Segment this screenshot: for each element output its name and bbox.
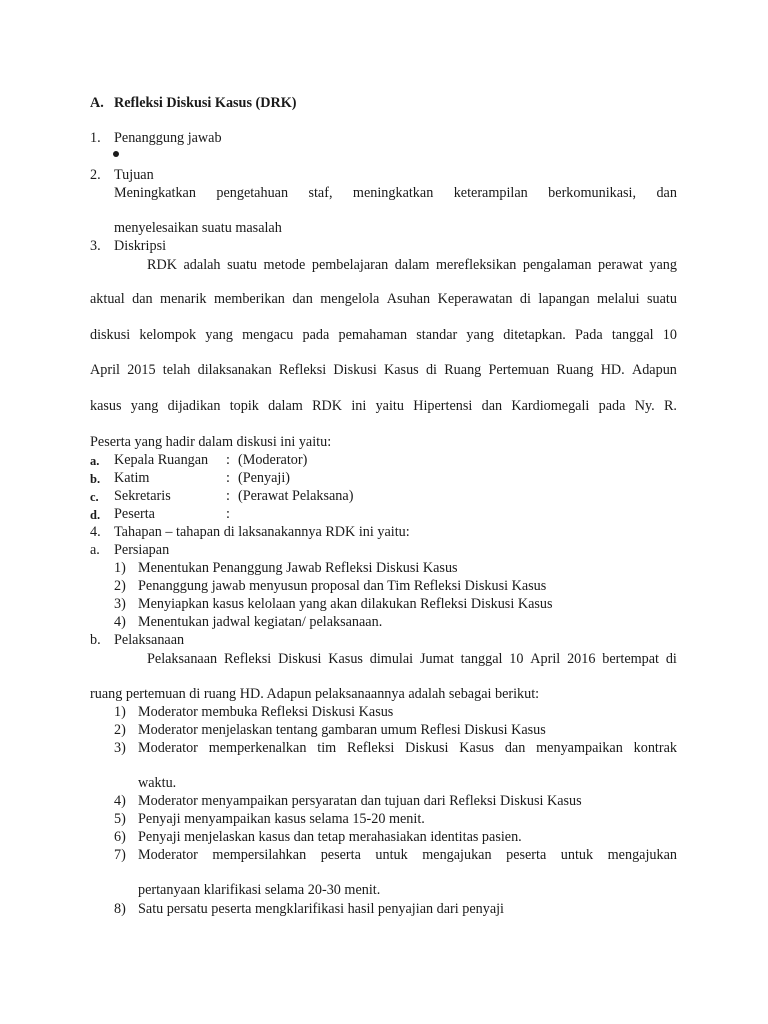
word: topik <box>229 398 259 414</box>
word: standar <box>416 327 458 343</box>
item3-label: Diskripsi <box>114 238 167 254</box>
pelaksanaan-step-number: 5) <box>114 811 126 827</box>
persiapan-marker: a. <box>90 542 100 558</box>
section-marker: A. <box>90 95 104 111</box>
pelaksanaan-step-number: 4) <box>114 793 126 809</box>
word: RDK <box>147 257 177 273</box>
word: pemahaman <box>338 327 408 343</box>
word: 2016 <box>567 651 596 667</box>
item3-paragraph-line4 <box>90 361 677 379</box>
word: metode <box>263 257 306 273</box>
item2-number: 2. <box>90 167 101 183</box>
word: Ruang <box>444 362 482 378</box>
word: dijadikan <box>167 398 221 414</box>
item3-paragraph-line2 <box>90 290 677 308</box>
participant-separator: : <box>226 506 230 522</box>
word: aktual <box>90 291 125 307</box>
word: suatu <box>227 257 258 273</box>
word: Refleksi <box>223 651 272 667</box>
word: peserta <box>320 847 361 863</box>
pelaksanaan-step-number: 8) <box>114 901 126 917</box>
word: melalui <box>597 291 640 307</box>
word: Kasus <box>384 362 419 378</box>
word: Diskusi <box>333 362 377 378</box>
word: di <box>519 291 531 307</box>
persiapan-step-text: Menentukan jadwal kegiatan/ pelaksanaan. <box>138 614 383 630</box>
word: mengacu <box>242 327 294 343</box>
participant-marker: c. <box>90 490 99 504</box>
word: keterampilan <box>453 185 528 201</box>
word: pengetahuan <box>216 185 289 201</box>
word: pembelajaran <box>311 257 389 273</box>
word: Refleksi <box>278 362 327 378</box>
word: dalam <box>394 257 430 273</box>
pelaksanaan-step-text: Moderator membuka Refleksi Diskusi Kasus <box>138 704 394 720</box>
participant-description: (Penyaji) <box>238 470 291 486</box>
pelaksanaan-step-text <box>138 739 677 757</box>
word: untuk <box>375 847 408 863</box>
pelaksanaan-step-text: Moderator menjelaskan tentang gambaran umum Reflesi Diskusi Kasus <box>138 722 546 738</box>
word: memberikan <box>213 291 285 307</box>
word: dan <box>132 291 153 307</box>
word: April <box>530 651 561 667</box>
word: dilaksanakan <box>197 362 272 378</box>
word: tim <box>317 740 337 756</box>
item2-line2: menyelesaikan suatu masalah <box>114 220 282 236</box>
item1-number: 1. <box>90 130 101 146</box>
item3-paragraph-line3 <box>90 326 677 344</box>
word: April <box>90 362 120 378</box>
pelaksanaan-step-text: Moderator menyampaikan persyaratan dan tujuan dari Refleksi Diskusi Kasus <box>138 793 582 809</box>
word: Moderator <box>138 740 198 756</box>
word: dan <box>656 185 677 201</box>
word: yang <box>466 327 495 343</box>
participant-role: Peserta <box>114 506 155 522</box>
item3-paragraph-line5 <box>90 397 677 415</box>
word: ini <box>351 398 367 414</box>
item4-number: 4. <box>90 524 101 540</box>
word: dan <box>504 740 526 756</box>
persiapan-step-number: 1) <box>114 560 126 576</box>
word: Ny. <box>634 398 655 414</box>
word: menarik <box>160 291 207 307</box>
participant-separator: : <box>226 452 230 468</box>
persiapan-label: Persiapan <box>114 542 170 558</box>
word: berkomunikasi, <box>548 185 637 201</box>
persiapan-step-number: 3) <box>114 596 126 612</box>
word: Kasus <box>459 740 494 756</box>
word: di <box>425 362 437 378</box>
word: merefleksikan <box>436 257 517 273</box>
word: 10 <box>509 651 524 667</box>
word: yang <box>649 257 677 273</box>
item1-label: Penanggung jawab <box>114 130 222 146</box>
word: mengajukan <box>607 847 677 863</box>
pelaksanaan-step-text <box>138 846 677 864</box>
word: Hipertensi <box>413 398 473 414</box>
participant-description: (Moderator) <box>238 452 308 468</box>
section-title: Refleksi Diskusi Kasus (DRK) <box>114 95 297 111</box>
word: Meningkatkan <box>114 185 196 201</box>
word: Kasus <box>328 651 363 667</box>
pelaksanaan-step-text: Satu persatu peserta mengklarifikasi hasil penyajian dari penyaji <box>138 901 504 917</box>
persiapan-step-text: Penanggung jawab menyusun proposal dan Tim Refleksi Diskusi Kasus <box>138 578 547 594</box>
pelaksanaan-step-number: 3) <box>114 740 126 756</box>
word: Refleksi <box>347 740 395 756</box>
word: perawat <box>597 257 643 273</box>
word: Diskusi <box>405 740 449 756</box>
word: diskusi <box>90 327 131 343</box>
word: yaitu <box>375 398 404 414</box>
pelaksanaan-step-number: 1) <box>114 704 126 720</box>
word: Diskusi <box>278 651 322 667</box>
participant-role: Kepala Ruangan <box>114 452 209 468</box>
participant-marker: d. <box>90 508 101 522</box>
word: staf, <box>308 185 333 201</box>
item2-label: Tujuan <box>114 167 154 183</box>
word: memperkenalkan <box>208 740 307 756</box>
word: Pada <box>575 327 603 343</box>
bullet-icon <box>113 151 119 157</box>
word: Ruang <box>556 362 594 378</box>
word: suatu <box>647 291 677 307</box>
word: RDK <box>312 398 343 414</box>
word: di <box>665 651 677 667</box>
item3-paragraph-line1 <box>147 256 677 274</box>
pelaksanaan-label: Pelaksanaan <box>114 632 185 648</box>
word: Adapun <box>631 362 677 378</box>
participant-description: (Perawat Pelaksana) <box>238 488 354 504</box>
pelaksanaan-intro-line2: ruang pertemuan di ruang HD. Adapun pelaksanaannya adalah sebagai berikut: <box>90 686 540 702</box>
pelaksanaan-marker: b. <box>90 632 101 648</box>
word: ditetapkan. <box>503 327 566 343</box>
word: dalam <box>268 398 303 414</box>
item4-label: Tahapan – tahapan di laksanakannya RDK ini yaitu: <box>114 524 410 540</box>
pelaksanaan-step-continuation: pertanyaan klarifikasi selama 20-30 menit. <box>138 882 381 898</box>
word: mengajukan <box>422 847 492 863</box>
word: kasus <box>90 398 122 414</box>
persiapan-step-number: 2) <box>114 578 126 594</box>
word: pada <box>598 398 626 414</box>
word: dan <box>481 398 503 414</box>
word: untuk <box>560 847 594 863</box>
word: Jumat <box>419 651 454 667</box>
word: mempersilahkan <box>212 847 307 863</box>
word: pengalaman <box>522 257 592 273</box>
participant-role: Sekretaris <box>114 488 171 504</box>
item2-line1 <box>114 184 677 202</box>
word: Asuhan <box>386 291 431 307</box>
participant-marker: b. <box>90 472 101 486</box>
word: meningkatkan <box>352 185 434 201</box>
word: kontrak <box>633 740 677 756</box>
word: lapangan <box>538 291 590 307</box>
participant-role: Katim <box>114 470 150 486</box>
word: kelompok <box>139 327 197 343</box>
participant-separator: : <box>226 470 230 486</box>
word: HD. <box>600 362 625 378</box>
pelaksanaan-step-text: Penyaji menyampaikan kasus selama 15-20 menit. <box>138 811 425 827</box>
pelaksanaan-step-continuation: waktu. <box>138 775 177 791</box>
word: 10 <box>662 327 677 343</box>
word: peserta <box>506 847 547 863</box>
word: mengelola <box>320 291 380 307</box>
word: bertempat <box>602 651 659 667</box>
word: Pelaksanaan <box>147 651 218 667</box>
word: Moderator <box>138 847 198 863</box>
item3-number: 3. <box>90 238 101 254</box>
word: menyampaikan <box>536 740 623 756</box>
persiapan-step-number: 4) <box>114 614 126 630</box>
pelaksanaan-step-number: 7) <box>114 847 126 863</box>
word: dan <box>292 291 313 307</box>
persiapan-step-text: Menyiapkan kasus kelolaan yang akan dilakukan Refleksi Diskusi Kasus <box>138 596 553 612</box>
word: R. <box>663 398 677 414</box>
word: yang <box>205 327 233 343</box>
word: Keperawatan <box>437 291 513 307</box>
word: dimulai <box>369 651 414 667</box>
word: yang <box>130 398 159 414</box>
persiapan-step-text: Menentukan Penanggung Jawab Refleksi Diskusi Kasus <box>138 560 458 576</box>
word: Kardiomegali <box>511 398 590 414</box>
word: telah <box>162 362 191 378</box>
participant-marker: a. <box>90 454 100 468</box>
pelaksanaan-intro-line1 <box>147 650 677 668</box>
pelaksanaan-step-number: 2) <box>114 722 126 738</box>
pelaksanaan-step-text: Penyaji menjelaskan kasus dan tetap merahasiakan identitas pasien. <box>138 829 522 845</box>
item3-paragraph-line6: Peserta yang hadir dalam diskusi ini yaitu: <box>90 434 332 450</box>
word: 2015 <box>127 362 156 378</box>
word: Pertemuan <box>488 362 550 378</box>
word: adalah <box>183 257 221 273</box>
word: tanggal <box>611 327 654 343</box>
participant-separator: : <box>226 488 230 504</box>
word: pada <box>302 327 330 343</box>
word: tanggal <box>460 651 503 667</box>
pelaksanaan-step-number: 6) <box>114 829 126 845</box>
